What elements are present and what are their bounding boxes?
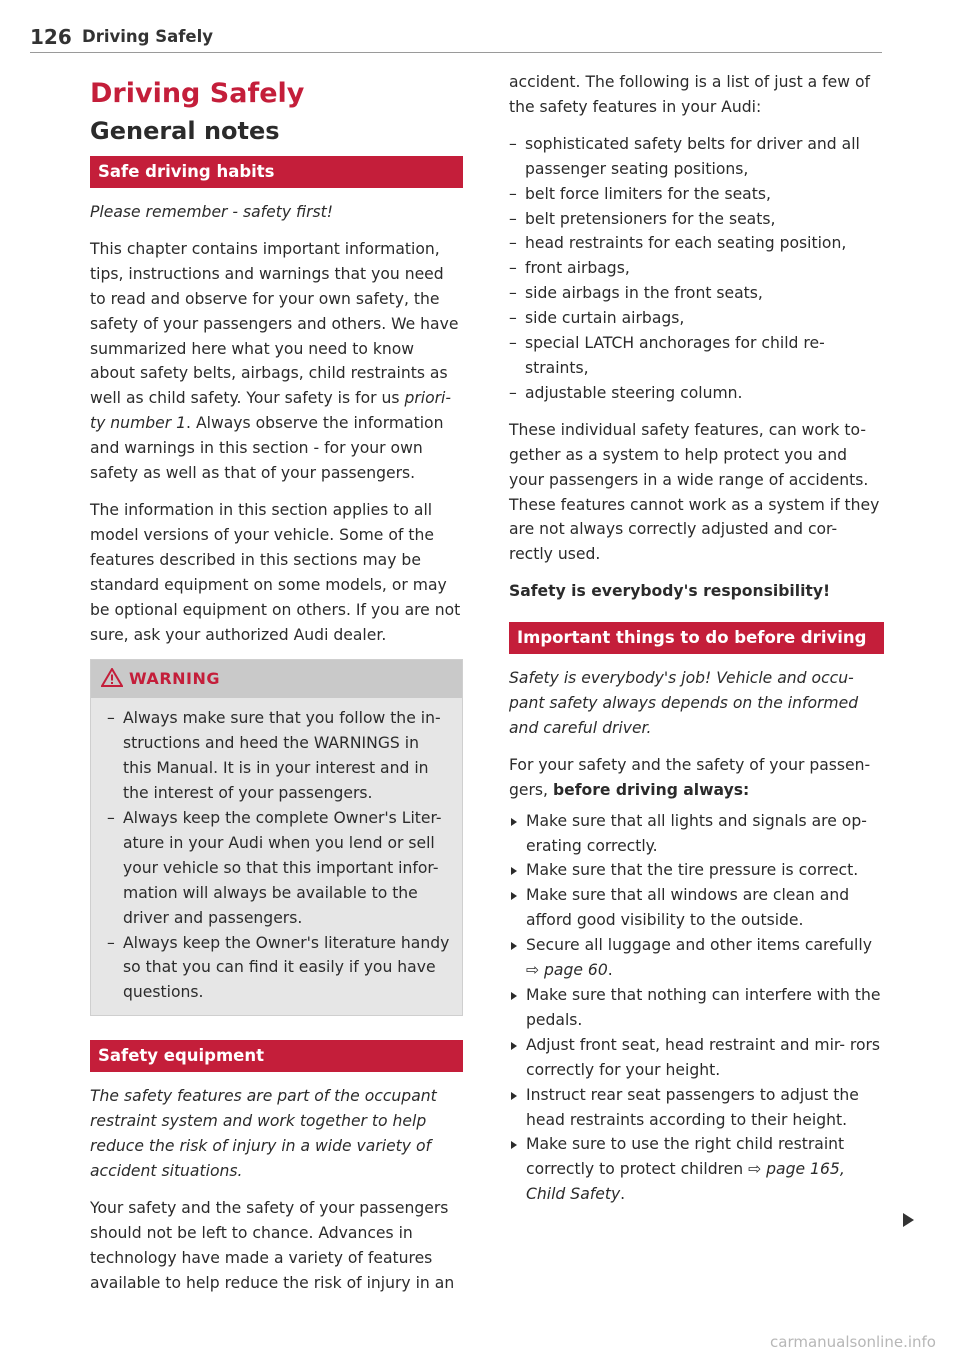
warning-item: – Always keep the Owner's literature handy so that you can find it easily if you have questions. [107, 931, 450, 1006]
checklist-item [509, 933, 884, 983]
checklist-item [509, 1083, 884, 1133]
before-paragraph [509, 753, 884, 803]
checklist-text: Instruct rear seat passengers to adjust the head restraints according to their height. [526, 1085, 859, 1129]
feature-item: – head restraints for each seating position, [509, 231, 884, 256]
paragraph-chapter-info [90, 237, 463, 486]
continued-paragraph: accident. The following is a list of just a few of the safety features in your Audi: [509, 73, 870, 116]
checklist-item [509, 809, 884, 859]
bullet-arrow-icon [511, 818, 517, 826]
checklist-item [509, 883, 884, 933]
page-reference-link[interactable]: ⇨ page 60 [526, 961, 608, 980]
before-text: For your safety and the safety of your passen- gers, [509, 755, 871, 799]
feature-item: – sophisticated safety belts for driver and all passenger seating positions, [509, 132, 884, 182]
warning-label: WARNING [129, 669, 220, 689]
responsibility-note: Safety is everybody's responsibility! [509, 582, 831, 601]
feature-item: – side airbags in the front seats, [509, 281, 884, 306]
feature-item: – adjustable steering column. [509, 381, 884, 406]
checklist-text: Make sure that all windows are clean and afford good visibility to the outside. [526, 886, 850, 930]
continue-next-page-icon [903, 1213, 914, 1227]
checklist-text: Make sure that all lights and signals are op- erating correctly. [526, 811, 867, 855]
bullet-arrow-icon [511, 867, 517, 875]
checklist-text: Make sure to use the right child restraint correctly to protect children [526, 1135, 845, 1179]
warning-header [91, 660, 462, 698]
para1-italic: priori- ty number 1 [90, 389, 452, 433]
feature-item: – belt force limiters for the seats, [509, 182, 884, 207]
warning-item: – Always make sure that you follow the in- structions and heed the WARNINGS in this Manual. It is in your interest and in the interest of your passengers. [107, 706, 450, 806]
feature-list [509, 132, 884, 406]
right-column [509, 70, 884, 1207]
checklist [509, 809, 884, 1208]
equipment-italic: The safety features are part of the occupant restraint system and work together to help reduce the risk of injury in a wide variety of accident situations. [90, 1087, 437, 1180]
checklist-item [509, 1132, 884, 1207]
warning-box [90, 659, 463, 1016]
feature-item: – belt pretensioners for the seats, [509, 207, 884, 232]
features-paragraph: These individual safety features, can work to- gether as a system to help protect you and your passengers in a wide range of accidents. These features cannot work as a system if they are not always correctly adjusted and cor- rectly used. [509, 420, 880, 564]
before-bold: before driving always: [552, 780, 750, 799]
bullet-arrow-icon [511, 992, 517, 1000]
checklist-text: Adjust front seat, head restraint and mir- rors correctly for your height. [526, 1035, 881, 1079]
bullet-arrow-icon [511, 942, 517, 950]
heading-safety-equipment: Safety equipment [90, 1040, 463, 1072]
before-italic: Safety is everybody's job! Vehicle and occu- pant safety always depends on the informed and careful driver. [509, 669, 859, 737]
section-title: General notes [90, 117, 280, 145]
chapter-title: Driving Safely [90, 78, 305, 109]
paragraph-model-versions: The information in this section applies to all model versions of your vehicle. Some of the features described in this sections may be standard equipment on some models, or may be optional equipment on others. If you are not sure, ask your authorized Audi dealer. [90, 500, 461, 644]
feature-item: – side curtain airbags, [509, 306, 884, 331]
checklist-text: Make sure that nothing can interfere with the pedals. [526, 986, 881, 1029]
checklist-text-end: . [607, 961, 613, 980]
watermark: carmanualsonline.info [770, 1333, 936, 1351]
bullet-arrow-icon [511, 1141, 517, 1149]
warning-item: – Always keep the complete Owner's Liter- ature in your Audi when you lend or sell your vehicle so that this important infor- mation will always be available to the driver and passengers. [107, 806, 450, 931]
running-header [30, 22, 882, 53]
heading-before-driving: Important things to do before driving [509, 622, 884, 654]
intro-italic: Please remember - safety first! [90, 203, 334, 221]
warning-list [107, 706, 450, 1005]
warning-triangle-icon [101, 668, 123, 687]
left-column [90, 70, 463, 1296]
feature-item: – front airbags, [509, 256, 884, 281]
bullet-arrow-icon [511, 1092, 517, 1100]
checklist-text: Secure all luggage and other items carefully [526, 936, 872, 955]
running-title: Driving Safely [82, 27, 214, 46]
checklist-text-end: . [620, 1185, 626, 1204]
page-reference-link[interactable]: ⇨ page 165, Child Safety [526, 1160, 845, 1204]
equipment-paragraph: Your safety and the safety of your passengers should not be left to chance. Advances in technology have made a variety of features available to help reduce the risk of injury in an [90, 1198, 455, 1292]
checklist-item [509, 983, 884, 1033]
bullet-arrow-icon [511, 1042, 517, 1050]
heading-safe-driving-habits: Safe driving habits [90, 156, 463, 188]
para1-text-b: . Always observe the information and warnings in this section - for your own safety as well as that of your passengers. [90, 414, 444, 483]
checklist-item [509, 1033, 884, 1083]
checklist-item [509, 858, 884, 883]
bullet-arrow-icon [511, 892, 517, 900]
feature-item: – special LATCH anchorages for child re- straints, [509, 331, 884, 381]
para1-text-a: This chapter contains important information, tips, instructions and warnings that you need to read and observe for your own safety, the safety of your passengers and others. We have summarized here what you need to know about safety belts, airbags, child restraints as well as child safety. Your safety is for us [90, 239, 459, 408]
page-number: 126 [30, 25, 72, 49]
checklist-text: Make sure that the tire pressure is correct. [526, 861, 859, 880]
